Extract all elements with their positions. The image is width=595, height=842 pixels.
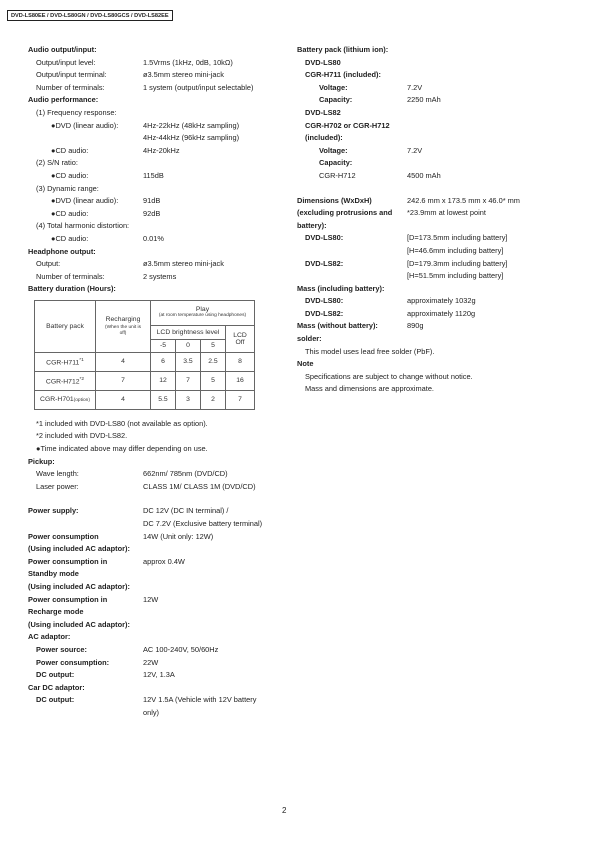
ac-adaptor-heading: AC adaptor: [28,632,71,642]
spec-value: 1.5Vrms (1kHz, 0dB, 10kΩ) [143,57,233,67]
spec-label: Mass (without battery): [297,321,378,331]
spec-label: Power consumption: [36,657,110,667]
spec-value: [D=173.5mm including battery] [407,233,508,243]
audio-io-heading: Audio output/input: [28,45,97,54]
spec-row [28,195,278,208]
spacer [297,183,577,195]
spec-row [28,468,278,481]
spec-row [28,657,278,670]
mass-heading: Mass (including battery): [297,283,385,293]
battery-pack-heading: Battery pack (lithium ion): [297,45,389,54]
battery-name-cell [35,371,96,390]
footnote-marker: *1 [79,357,84,363]
spec-label: CGR-H712 [319,170,356,180]
battery-pack-header: Battery pack [35,300,96,352]
spec-row [28,505,278,518]
spec-value: 4Hz-44kHz (96kHz sampling) [143,133,240,143]
using-ac-label: (Using included AC adaptor): [28,582,130,591]
standby-label-2: Standby mode [28,569,79,579]
spec-value: 242.6 mm x 173.5 mm x 46.0* mm [407,195,520,205]
spec-label: ●CD audio: [51,233,89,243]
spec-label: ●CD audio: [51,145,89,155]
using-ac-label: (Using included AC adaptor): [28,619,130,629]
note-line: Specifications are subject to change without notice. [305,371,473,381]
value-cell: 12 [151,371,176,390]
battery-name: CGR-H701 [40,395,74,403]
spec-value: [H=51.5mm including battery] [407,271,504,281]
spec-value: 115dB [143,170,164,180]
document-header: DVD-LS80EE / DVD-LS80GN / DVD-LS80GCS / DVD-LS82EE [7,10,173,21]
table-row [35,352,255,371]
spec-value: approximately 1032g [407,296,476,306]
spec-row [28,669,278,682]
model-ls80: DVD-LS80 [305,57,341,67]
power-consumption-label: Power consumption [28,531,99,541]
spec-value: 12W [143,594,159,604]
spec-row [28,120,278,133]
spec-value: DC 7.2V (Exclusive battery terminal) [143,519,263,529]
spec-label: Output/input terminal: [36,70,107,80]
spec-row [28,132,278,145]
battery-duration-heading: Battery duration (Hours): [28,284,116,294]
spec-value: *23.9mm at lowest point [407,208,486,218]
car-adaptor-heading: Car DC adaptor: [28,682,85,692]
spacer [28,493,278,505]
footnote: *1 included with DVD-LS80 (not available as option). [36,418,208,428]
spec-label: Capacity: [319,95,353,105]
footnote: *2 included with DVD-LS82. [36,431,128,441]
model-ls82: DVD-LS82 [305,107,341,117]
left-column [28,44,278,720]
table-row [35,390,255,409]
value-cell: 5 [201,371,226,390]
play-label: Play [195,306,210,314]
spec-value: [H=46.6mm including battery] [407,245,504,255]
recharge-label: Power consumption in [28,594,108,604]
value-cell: 7 [226,390,255,409]
model-h711: CGR-H711 (included): [305,70,381,80]
standby-label: Power consumption in [28,556,108,566]
spec-label: DVD-LS82: [305,308,344,318]
spec-row [28,69,278,82]
right-column [297,44,577,396]
footnote: ●Time indicated above may differ depending on use. [36,444,208,454]
spec-row [28,233,278,246]
spec-value: 2 systems [143,271,177,281]
spec-value: 91dB [143,196,161,206]
value-cell: 16 [226,371,255,390]
spec-value: 14W (Unit only: 12W) [143,531,214,541]
recharging-label: Recharging [105,315,141,323]
solder-text: This model uses lead free solder (PbF). [305,346,435,356]
spec-row [28,556,278,569]
spec-label: DVD-LS80: [305,296,344,306]
page-number: 2 [282,806,287,815]
spec-row [28,518,278,531]
value-cell: 7 [176,371,201,390]
spec-value: 92dB [143,208,161,218]
spec-row [28,82,278,95]
spec-row [297,258,577,271]
note-line: Mass and dimensions are approximate. [305,384,434,394]
spec-row [28,644,278,657]
spec-value: 7.2V [407,82,423,92]
spec-row [297,94,577,107]
sn-ratio-label: (2) S/N ratio: [36,158,78,168]
value-cell: 3 [176,390,201,409]
value-cell: 8 [226,352,255,371]
spec-row [28,145,278,158]
spec-row [28,531,278,544]
spec-value: ø3.5mm stereo mini-jack [143,70,224,80]
spec-label: Laser power: [36,481,79,491]
spec-label: Number of terminals: [36,271,105,281]
spec-row [28,170,278,183]
footnote-marker: *2 [79,376,85,382]
spec-label: Power source: [36,644,87,654]
spec-row [297,170,577,183]
spec-label: Output: [36,259,61,269]
spec-label: ●DVD (linear audio): [51,196,119,206]
spec-row [28,258,278,271]
option-note: (option) [73,397,90,403]
spec-label: DVD-LS80: [305,233,344,243]
spec-label: Capacity: [319,158,353,168]
dimensions-label: Dimensions (WxDxH) (excluding protrusions and battery): [297,195,393,230]
spec-row [28,594,278,607]
battery-name-cell [35,352,96,371]
recharge-cell: 4 [96,352,151,371]
spec-value: AC 100-240V, 50/60Hz [143,644,219,654]
spec-row [297,245,577,258]
spec-label: DVD-LS82: [305,258,344,268]
spec-label: Voltage: [319,145,348,155]
headphone-heading: Headphone output: [28,246,96,256]
spec-value: 890g [407,321,424,331]
spec-value: 4500 mAh [407,170,441,180]
audio-performance-heading: Audio performance: [28,95,99,105]
spec-row [297,270,577,283]
value-cell: 2 [201,390,226,409]
spec-label: ●CD audio: [51,208,89,218]
spec-value: approx 0.4W [143,556,185,566]
using-ac-label: (Using included AC adaptor): [28,544,130,554]
spec-value: ø3.5mm stereo mini-jack [143,259,224,269]
recharge-cell: 4 [96,390,151,409]
recharge-cell: 7 [96,371,151,390]
battery-name: CGR-H712 [45,378,80,385]
spec-row [297,82,577,95]
lcd-level-cell: -5 [151,339,176,352]
dimensions-values [407,195,577,233]
spec-row [297,232,577,245]
spec-label: ●DVD (linear audio): [51,120,119,130]
value-cell: 2.5 [201,352,226,371]
spec-label: DC output: [36,670,75,680]
spec-value: 0.01% [143,233,164,243]
lcd-off-header: LCD Off [226,325,255,352]
spec-label: Voltage: [319,82,348,92]
recharging-header [96,300,151,352]
spec-value: 662nm/ 785nm (DVD/CD) [143,469,228,479]
pickup-heading: Pickup: [28,456,55,466]
note-heading: Note [297,359,314,369]
spec-row [28,694,278,719]
solder-heading: solder: [297,334,322,344]
dynamic-range-label: (3) Dynamic range: [36,183,99,193]
thd-label: (4) Total harmonic distortion: [36,221,130,231]
spec-row [28,271,278,284]
lcd-level-cell: 5 [201,339,226,352]
table-row [35,371,255,390]
spec-label: Wave length: [36,469,79,479]
value-cell: 5.5 [151,390,176,409]
spec-row [28,57,278,70]
spec-label: Output/input level: [36,57,96,67]
spec-label: Number of terminals: [36,82,105,92]
spec-value: CLASS 1M/ CLASS 1M (DVD/CD) [143,481,256,491]
lcd-level-cell: 0 [176,339,201,352]
spec-value: 2250 mAh [407,95,441,105]
spec-value: approximately 1120g [407,308,476,318]
spec-row [28,208,278,221]
spec-label: ●CD audio: [51,170,89,180]
spec-value: 4Hz-20kHz [143,145,180,155]
model-h702: CGR-H702 or CGR-H712 (included): [305,120,390,143]
battery-name: CGR-H711 [46,359,80,366]
value-cell: 6 [151,352,176,371]
spec-row [28,481,278,494]
spec-value: DC 12V (DC IN terminal) / [143,506,229,516]
spec-row [297,157,577,170]
spec-value: 22W [143,657,159,667]
recharging-note: (When the unit is off) [105,324,141,336]
spec-row [297,295,577,308]
recharge-label-2: Recharge mode [28,607,84,617]
spec-value: 12V 1.5A (Vehicle with 12V battery only) [143,695,257,717]
spec-value: 1 system (output/input selectable) [143,82,254,92]
spec-row [297,308,577,321]
spec-label: DC output: [36,695,75,705]
spec-row [297,320,577,333]
frequency-response-label: (1) Frequency response: [36,107,117,117]
lcd-level-header: LCD brightness level [151,325,226,339]
play-note: (at room temperature using headphones) [158,313,247,319]
value-cell: 3.5 [176,352,201,371]
power-supply-label: Power supply: [28,506,79,516]
spec-value: 12V, 1.3A [143,670,175,680]
spec-value: 4Hz-22kHz (48kHz sampling) [143,120,240,130]
battery-duration-table [34,300,255,410]
spec-row [297,145,577,158]
spec-value: [D=179.3mm including battery] [407,258,508,268]
spec-row [297,195,577,233]
play-header [151,300,255,325]
battery-name-cell [35,390,96,409]
spec-value: 7.2V [407,145,423,155]
